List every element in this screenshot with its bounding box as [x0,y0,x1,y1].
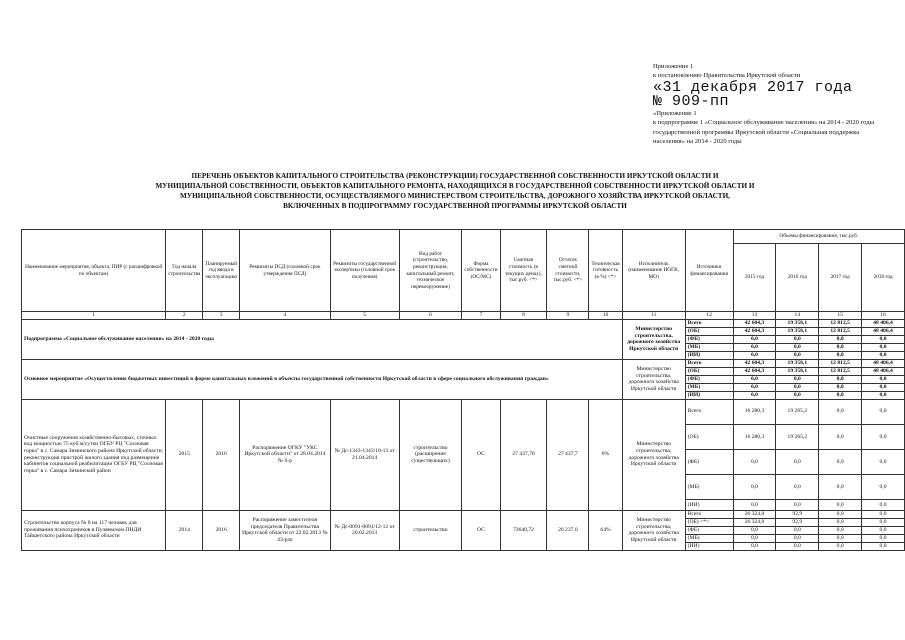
main-event-title: Основное мероприятие «Осуществление бюджетных инвестиций в форме капитальных вложений в объекты государственной собственности Иркутской области в сфере социального обслуживания граждан» [22,359,623,399]
cost-cell: 73640,72 [500,510,547,550]
header-year: 2017 год [819,244,862,312]
col-num: 14 [776,312,819,320]
source-cell: Всего [685,510,733,518]
header-readiness: Техническая готовность (в %) <*> [589,230,622,312]
source-cell: (ОБ) <*> [685,518,733,526]
cost-cell: 27 437,70 [500,399,547,510]
header-year: 2015 год [733,244,776,312]
header-work-type: Вид работ (строительство, реконструкция, капитальный ремонт, техническое перевооружение) [399,230,462,312]
value-cell: 0,0 [862,391,905,399]
value-cell: 0,0 [776,375,819,383]
source-cell: (ИИ) [685,500,733,510]
value-cell: 0,0 [862,424,905,449]
executor-cell: Министерство строительства, дорожного хозяйства Иркутской области [622,319,685,359]
col-num: 13 [733,312,776,320]
value-cell: 0,0 [862,475,905,500]
value-cell: 19 265,2 [776,424,819,449]
expertise-cell: № Дс-1343-1343/10-13 от 21.04.2014 [330,399,399,510]
value-cell: 0,0 [776,542,819,550]
value-cell: 0,0 [776,351,819,359]
source-cell: (ОБ) [685,367,733,375]
objects-table [21,229,905,551]
source-cell: (МБ) [685,475,733,500]
appendix-subprogram-line: к подпрограмме 1 «Социальное обслуживание населения» на 2014 - 2020 годы государственной программы Иркутской области «Социальная поддержка населения» на 2014 - 2020 годы [653,119,875,146]
value-cell: 0,0 [819,343,862,351]
remaining-cell: 26 237,0 [547,510,589,550]
psd-cell: Распоряжение ОГКУ "УКС Иркутской области" от 28.04.2014 № 6-р [240,399,331,510]
value-cell: 0,0 [776,383,819,391]
value-cell: 0,0 [776,475,819,500]
header-year-plan: Планируемый год ввода в эксплуатацию [203,230,240,312]
value-cell: 0,0 [819,510,862,518]
value-cell: 92,9 [776,510,819,518]
value-cell: 0,0 [776,526,819,534]
col-num: 2 [166,312,203,320]
value-cell: 48 406,4 [862,367,905,375]
header-year: 2016 год [776,244,819,312]
value-cell: 0,0 [733,500,776,510]
value-cell: 0,0 [862,542,905,550]
value-cell: 0,0 [862,449,905,474]
source-cell: (ФБ) [685,335,733,343]
value-cell: 0,0 [733,375,776,383]
year-start: 2014 [166,510,203,550]
header-expertise: Реквизиты государственной экспертизы (головной срок получения) [330,230,399,312]
col-num: 9 [547,312,589,320]
source-cell: (ФБ) [685,375,733,383]
header-sources: Источники финансирования [685,230,733,312]
source-cell: (ОБ) [685,424,733,449]
value-cell: 0,0 [733,391,776,399]
value-cell: 0,0 [819,475,862,500]
source-cell: Всего [685,359,733,367]
value-cell: 0,0 [819,399,862,424]
table-row [22,359,905,367]
value-cell: 92,9 [776,518,819,526]
col-num: 10 [589,312,622,320]
col-num: 11 [622,312,685,320]
col-num: 12 [685,312,733,320]
header-psd: Реквизиты ПСД (головной срок утверждения ПСД) [240,230,331,312]
remaining-cell: 27 437,7 [547,399,589,510]
col-num: 16 [862,312,905,320]
value-cell: 0,0 [862,399,905,424]
table-row [22,319,905,327]
value-cell: 0,0 [733,475,776,500]
header-year: 2018 год [862,244,905,312]
col-num: 3 [203,312,240,320]
value-cell: 0,0 [733,526,776,534]
value-cell: 16 280,3 [733,399,776,424]
value-cell: 0,0 [776,391,819,399]
value-cell: 0,0 [733,383,776,391]
header-name: Наименование мероприятия, объекта, ПИР (с расшифровкой по объектам) [22,230,166,312]
year-plan: 2016 [203,510,240,550]
source-cell: (ИИ) [685,391,733,399]
value-cell: 0,0 [819,424,862,449]
header-funding: Объемы финансирования, тыс.руб. [733,230,904,244]
work-type-cell: строительство (расширение существующих) [399,399,462,510]
value-cell: 0,0 [819,335,862,343]
value-cell: 0,0 [862,383,905,391]
value-cell: 0,0 [819,375,862,383]
value-cell: 12 812,5 [819,319,862,327]
value-cell: 0,0 [862,526,905,534]
source-cell: (ОБ) [685,327,733,335]
value-cell: 0,0 [819,383,862,391]
value-cell: 0,0 [733,343,776,351]
value-cell: 0,0 [776,500,819,510]
value-cell: 48 406,4 [862,319,905,327]
document-title: ПЕРЕЧЕНЬ ОБЪЕКТОВ КАПИТАЛЬНОГО СТРОИТЕЛЬСТВА (РЕКОНСТРУКЦИИ) ГОСУДАРСТВЕННОЙ СОБСТВЕННОСТИ ИРКУТСКОЙ ОБЛАСТИ И МУНИЦИПАЛЬНОЙ СОБСТВЕННОСТИ, ОБЪЕКТОВ КАПИТАЛЬНОГО РЕМОНТА, НАХОДЯЩИХСЯ В ГОСУДАРСТВЕННОЙ СОБСТВЕННОСТИ ИРКУТСКОЙ ОБЛАСТИ И МУНИЦИПАЛЬНОЙ СОБСТВЕННОСТИ, ОСУЩЕСТВЛЯЕМОГО МИНИСТЕРСТВОМ СТРОИТЕЛЬСТВА, ДОРОЖНОГО ХОЗЯЙСТВА ИРКУТСКОЙ ОБЛАСТИ, ВКЛЮЧЕННЫХ В ПОДПРОГРАММУ ГОСУДАРСТВЕННОЙ ПРОГРАММЫ ИРКУТСКОЙ ОБЛАСТИ [155,172,755,210]
source-cell: (ИИ) [685,542,733,550]
col-num: 5 [330,312,399,320]
value-cell: 0,0 [819,542,862,550]
source-cell: (ФБ) [685,526,733,534]
value-cell: 19 358,1 [776,319,819,327]
col-num: 6 [399,312,462,320]
value-cell: 26 324,0 [733,510,776,518]
value-cell: 0,0 [733,351,776,359]
value-cell: 0,0 [862,534,905,542]
value-cell: 0,0 [733,534,776,542]
subprogram-title: Подпрограмма «Социальное обслуживание населения» на 2014 - 2020 годы [22,319,623,359]
source-cell: Всего [685,399,733,424]
col-num: 8 [500,312,547,320]
decree-number: № 909-пп [653,92,730,110]
ownership-cell: ОС [462,510,500,550]
value-cell: 0,0 [733,542,776,550]
value-cell: 12 812,5 [819,359,862,367]
value-cell: 12 812,5 [819,367,862,375]
value-cell: 42 604,3 [733,319,776,327]
executor-cell: Министерство строительства, дорожного хозяйства Иркутской области [622,359,685,399]
value-cell: 0,0 [862,343,905,351]
value-cell: 0,0 [776,343,819,351]
value-cell: 0,0 [733,449,776,474]
value-cell: 0,0 [862,351,905,359]
value-cell: 0,0 [733,335,776,343]
value-cell: 42 604,3 [733,327,776,335]
value-cell: 16 280,3 [733,424,776,449]
source-cell: (МБ) [685,343,733,351]
source-cell: (МБ) [685,383,733,391]
readiness-cell: 0% [589,399,622,510]
source-cell: (ФБ) [685,449,733,474]
col-num: 15 [819,312,862,320]
header-cost: Сметная стоимость (в текущих ценах), тыс.руб. <*> [500,230,547,312]
value-cell: 0,0 [862,518,905,526]
col-num: 1 [22,312,166,320]
value-cell: 48 406,4 [862,359,905,367]
work-type-cell: строительство [399,510,462,550]
value-cell: 0,0 [862,510,905,518]
value-cell: 0,0 [862,500,905,510]
psd-cell: Распоряжение заместителя председателя Правительства Иркутской области от 22.02.2013 № 43-рзп [240,510,331,550]
object-name: Очистные сооружения хозяйственно-бытовых, сточных вод мощностью 75 куб.м/сутки ОГБУ РЦ "Сосновая горка" в с. Самара Зиминского района Иркутской области; реконструкция пристрой жилого здания под размещение кабинетов социальной реабилитации ОГБУ РЦ "Сосновая горка" в с. Самара Зиминский район [22,399,166,510]
col-num: 7 [462,312,500,320]
value-cell: 0,0 [776,335,819,343]
header-remaining: Остаток сметной стоимости, тыс.руб. <*> [547,230,589,312]
appendix-decree-line: к постановлению Правительства Иркутской области [653,72,801,80]
decree-date: «31 декабря 2017 года [653,78,853,96]
value-cell: 0,0 [776,449,819,474]
object-name: Строительство корпуса № 8 на 117 человек для проживания психохроников в Пуляевском ПНДИ Тайшетского района Иркутской области [22,510,166,550]
appendix-line-2: «Приложение 1 [653,109,697,117]
value-cell: 42 604,3 [733,367,776,375]
year-start: 2015 [166,399,203,510]
value-cell: 19 358,1 [776,359,819,367]
readiness-cell: 64% [589,510,622,550]
value-cell: 42 604,3 [733,359,776,367]
value-cell: 0,0 [819,534,862,542]
value-cell: 0,0 [819,391,862,399]
value-cell: 12 812,5 [819,327,862,335]
year-plan: 2016 [203,399,240,510]
ownership-cell: ОС [462,399,500,510]
appendix-line: Приложение 1 [653,63,694,70]
value-cell: 19 358,1 [776,367,819,375]
header-year-start: Год начала строительства [166,230,203,312]
header-ownership: Форма собственности (ОС/МС) [462,230,500,312]
value-cell: 26 324,0 [733,518,776,526]
source-cell: (ИИ) [685,351,733,359]
table-row [22,399,905,424]
executor-cell: Министерство строительства, дорожного хозяйства Иркутской области [622,510,685,550]
value-cell: 0,0 [862,335,905,343]
header-executor: Исполнитель (наименование ИОГВ, МО) [622,230,685,312]
value-cell: 0,0 [819,518,862,526]
value-cell: 0,0 [862,375,905,383]
value-cell: 0,0 [819,500,862,510]
appendix-header [653,62,889,146]
value-cell: 0,0 [819,449,862,474]
value-cell: 0,0 [819,351,862,359]
value-cell: 0,0 [776,534,819,542]
value-cell: 19 265,2 [776,399,819,424]
source-cell: (МБ) [685,534,733,542]
value-cell: 48 406,4 [862,327,905,335]
table-row [22,510,905,518]
value-cell: 19 358,1 [776,327,819,335]
col-num: 4 [240,312,331,320]
source-cell: Всего [685,319,733,327]
expertise-cell: № Дс-0091-0091/12-12 от 20.02.2013 [330,510,399,550]
value-cell: 0,0 [819,526,862,534]
executor-cell: Министерство строительства, дорожного хозяйства Иркутской области [622,399,685,510]
